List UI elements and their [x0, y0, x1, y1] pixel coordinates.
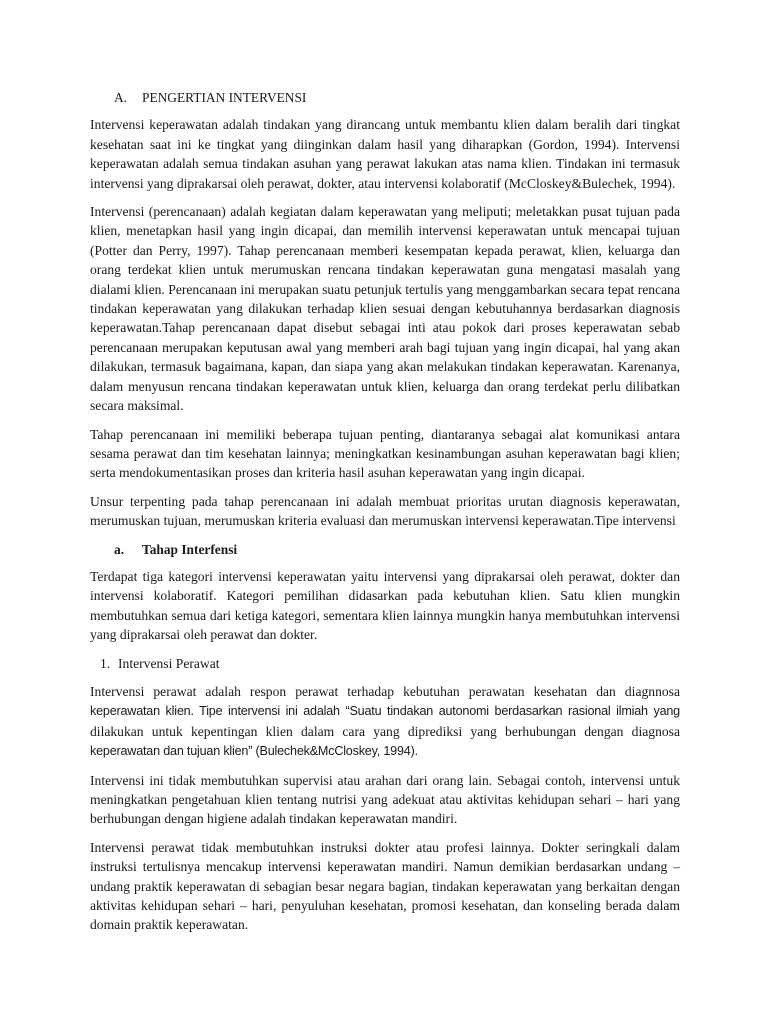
subsection-heading-tahap [90, 540, 680, 559]
paragraph-perawat-1 [90, 682, 680, 762]
paragraph-tahap: Terdapat tiga kategori intervensi keperawatan yaitu intervensi yang diprakarsai oleh perawat, dokter dan intervensi kolaboratif. Kategori pemilihan didasarkan pada kebutuhan klien. Satu klien mungkin membutuhkan semua dari ketiga kategori, sementara klien lainnya mungkin hanya membutuhkan intervensi yang diprakarsai oleh perawat dan dokter. [90, 568, 680, 643]
paragraph-perawat-3: Intervensi perawat tidak membutuhkan instruksi dokter atau profesi lainnya. Dokter seringkali dalam instruksi tertulisnya mencakup intervensi keperawatan mandiri. Namun demikian berdasarkan undang – undang praktik keperawatan di sebagian besar negara bagian, tindakan keperawatan yang berkaitan dengan aktivitas kehidupan sehari – hari, penyuluhan kesehatan, promosi kesehatan, dan konseling berada dalam domain praktik keperawatan. [90, 839, 680, 933]
paragraph-definition-4: Unsur terpenting pada tahap perencanaan ini adalah membuat prioritas urutan diagnosis keperawatan, merumuskan tujuan, merumuskan kriteria evaluasi dan merumuskan intervensi keperawatan.Tipe intervensi [90, 493, 680, 529]
document-page [90, 88, 680, 944]
section-title: PENGERTIAN INTERVENSI [142, 90, 307, 105]
paragraph-definition-1: Intervensi keperawatan adalah tindakan yang dirancang untuk membantu klien dalam beralih dari tingkat kesehatan saat ini ke tingkat yang diinginkan dalam hasil yang diharapkan (Gordon, 1994). Intervensi keperawatan adalah semua tindakan asuhan yang perawat lakukan atas nama klien. Tindakan ini termasuk intervensi yang diprakarsai oleh perawat, dokter, atau intervensi kolaboratif (McCloskey&Bulechek, 1994). [90, 117, 680, 191]
paragraph-perawat-1-part3: dilakukan untuk kepentingan klien dalam cara yang diprediksi yang berhubungan dengan diagnosa [90, 723, 680, 739]
paragraph-perawat-1-part4: keperawatan dan tujuan klien” (Bulechek&McCloskey, 1994). [90, 744, 418, 759]
list-item-intervensi-perawat [90, 654, 680, 673]
paragraph-definition-2: Intervensi (perencanaan) adalah kegiatan dalam keperawatan yang meliputi; meletakkan pusat tujuan pada klien, menetapkan hasil yang ingin dicapai, dan memilih intervensi keperawatan untuk mencapai tujuan (Potter dan Perry, 1997). Tahap perencanaan memberi kesempatan kepada perawat, klien, keluarga dan orang terdekat klien untuk merumuskan rencana tindakan keperawatan guna mengatasi masalah yang dialami klien. Perencanaan ini merupakan suatu petunjuk tertulis yang menggambarkan secara tepat rencana tindakan keperawatan yang dilakukan terhadap klien sesuai dengan kebutuhannya berdasarkan diagnosis keperawatan.Tahap perencanaan dapat disebut sebagai inti atau pokok dari proses keperawatan sebab perencanaan merupakan keputusan awal yang memberi arah bagi tujuan yang ingin dicapai, hal yang akan dilakukan, termasuk bagaimana, kapan, dan siapa yang akan melakukan tindakan keperawatan. Karenanya, dalam menyusun rencana tindakan keperawatan untuk klien, keluarga dan orang terdekat perlu dilibatkan secara maksimal. [90, 204, 680, 414]
subsection-title: Tahap Interfensi [142, 541, 238, 557]
section-heading-pengertian [90, 88, 680, 107]
list-item-title: Intervensi Perawat [118, 655, 220, 671]
paragraph-perawat-2: Intervensi ini tidak membutuhkan supervisi atau arahan dari orang lain. Sebagai contoh, intervensi untuk meningkatkan pengetahuan klien tentang nutrisi yang adekuat atau aktivitas kehidupan sehari – hari yang berhubungan dengan higiene adalah tindakan keperawatan mandiri. [90, 772, 680, 827]
paragraph-definition-3: Tahap perencanaan ini memiliki beberapa tujuan penting, diantaranya sebagai alat komunikasi antara sesama perawat dan tim kesehatan lainnya; meningkatkan kesinambungan asuhan keperawatan bagi klien; serta mendokumentasikan proses dan kriteria hasil asuhan keperawatan yang ingin dicapai. [90, 426, 680, 481]
paragraph-perawat-1-part2: keperawatan klien. Tipe intervensi ini adalah “Suatu tindakan autonomi berdasarkan rasional ilmiah yang [90, 704, 680, 719]
list-item-number: 1. [100, 655, 111, 671]
section-number: A. [114, 90, 128, 105]
subsection-number: a. [114, 541, 125, 557]
paragraph-perawat-1-part1: Intervensi perawat adalah respon perawat terhadap kebutuhan perawatan kesehatan dan diagnnosa [90, 683, 680, 699]
